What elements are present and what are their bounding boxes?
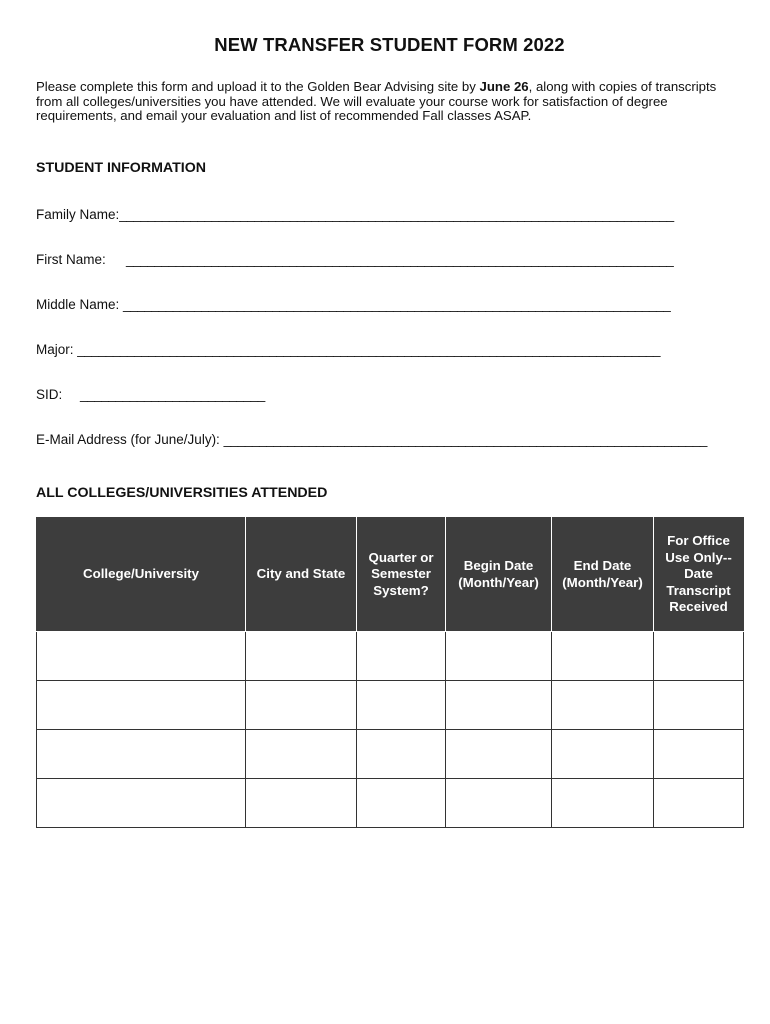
cell-city-state[interactable]: [246, 632, 357, 681]
email-field[interactable]: [36, 432, 707, 447]
first-name-input-line[interactable]: _____________________________________________________________________________: [126, 252, 674, 267]
column-header-office-use: For Office Use Only-- Date Transcript Received: [654, 518, 744, 632]
cell-system[interactable]: [357, 681, 446, 730]
cell-begin-date[interactable]: [446, 632, 552, 681]
cell-city-state[interactable]: [246, 730, 357, 779]
table-row: [37, 730, 744, 779]
form-title: NEW TRANSFER STUDENT FORM 2022: [214, 34, 565, 55]
form-instructions: [36, 80, 736, 124]
table-header-row: [37, 518, 744, 632]
sid-label: SID:: [36, 387, 63, 402]
first-name-field[interactable]: [36, 252, 673, 267]
major-input-line[interactable]: __________________________________________________________________________________: [77, 342, 661, 357]
cell-office-use[interactable]: [654, 681, 744, 730]
table-row: [37, 681, 744, 730]
major-label: Major:: [36, 342, 74, 357]
cell-city-state[interactable]: [246, 779, 357, 828]
cell-college[interactable]: [37, 779, 246, 828]
column-header-city-state: City and State: [246, 518, 357, 632]
cell-office-use[interactable]: [654, 779, 744, 828]
cell-begin-date[interactable]: [446, 730, 552, 779]
cell-end-date[interactable]: [552, 632, 654, 681]
instructions-text-start: Please complete this form and upload it to the Golden Bear Advising site by: [36, 79, 480, 94]
cell-college[interactable]: [37, 730, 246, 779]
instructions-text-end: , along with copies of transcripts from all colleges/universities you have attended. We will evaluate your course work for satisfaction of degree requirements, and email your evaluation and list of recommended Fall classes ASAP.: [36, 79, 717, 123]
family-name-label: Family Name:: [36, 207, 120, 222]
cell-office-use[interactable]: [654, 632, 744, 681]
family-name-field[interactable]: [36, 207, 674, 222]
cell-system[interactable]: [357, 632, 446, 681]
cell-end-date[interactable]: [552, 681, 654, 730]
email-label: E-Mail Address (for June/July):: [36, 432, 220, 447]
cell-college[interactable]: [37, 681, 246, 730]
column-header-college: College/University: [37, 518, 246, 632]
column-header-begin-date: Begin Date (Month/Year): [446, 518, 552, 632]
cell-city-state[interactable]: [246, 681, 357, 730]
sid-field[interactable]: [36, 387, 265, 402]
middle-name-input-line[interactable]: _____________________________________________________________________________: [123, 297, 671, 312]
middle-name-field[interactable]: [36, 297, 670, 312]
column-header-system: Quarter or Semester System?: [357, 518, 446, 632]
column-header-end-date: End Date (Month/Year): [552, 518, 654, 632]
table-row: [37, 779, 744, 828]
deadline-date: June 26: [479, 79, 529, 94]
sid-input-line[interactable]: __________________________: [80, 387, 265, 402]
email-input-line[interactable]: ____________________________________________________________________: [223, 432, 707, 447]
cell-college[interactable]: [37, 632, 246, 681]
cell-end-date[interactable]: [552, 730, 654, 779]
major-field[interactable]: [36, 342, 660, 357]
cell-system[interactable]: [357, 730, 446, 779]
cell-system[interactable]: [357, 779, 446, 828]
cell-begin-date[interactable]: [446, 779, 552, 828]
first-name-label: First Name:: [36, 252, 106, 267]
family-name-input-line[interactable]: ______________________________________________________________________________: [119, 207, 674, 222]
middle-name-label: Middle Name:: [36, 297, 120, 312]
cell-begin-date[interactable]: [446, 681, 552, 730]
colleges-attended-heading: ALL COLLEGES/UNIVERSITIES ATTENDED: [36, 485, 328, 501]
table-row: [37, 632, 744, 681]
cell-end-date[interactable]: [552, 779, 654, 828]
colleges-table: [36, 517, 744, 828]
student-information-heading: STUDENT INFORMATION: [36, 160, 206, 176]
cell-office-use[interactable]: [654, 730, 744, 779]
